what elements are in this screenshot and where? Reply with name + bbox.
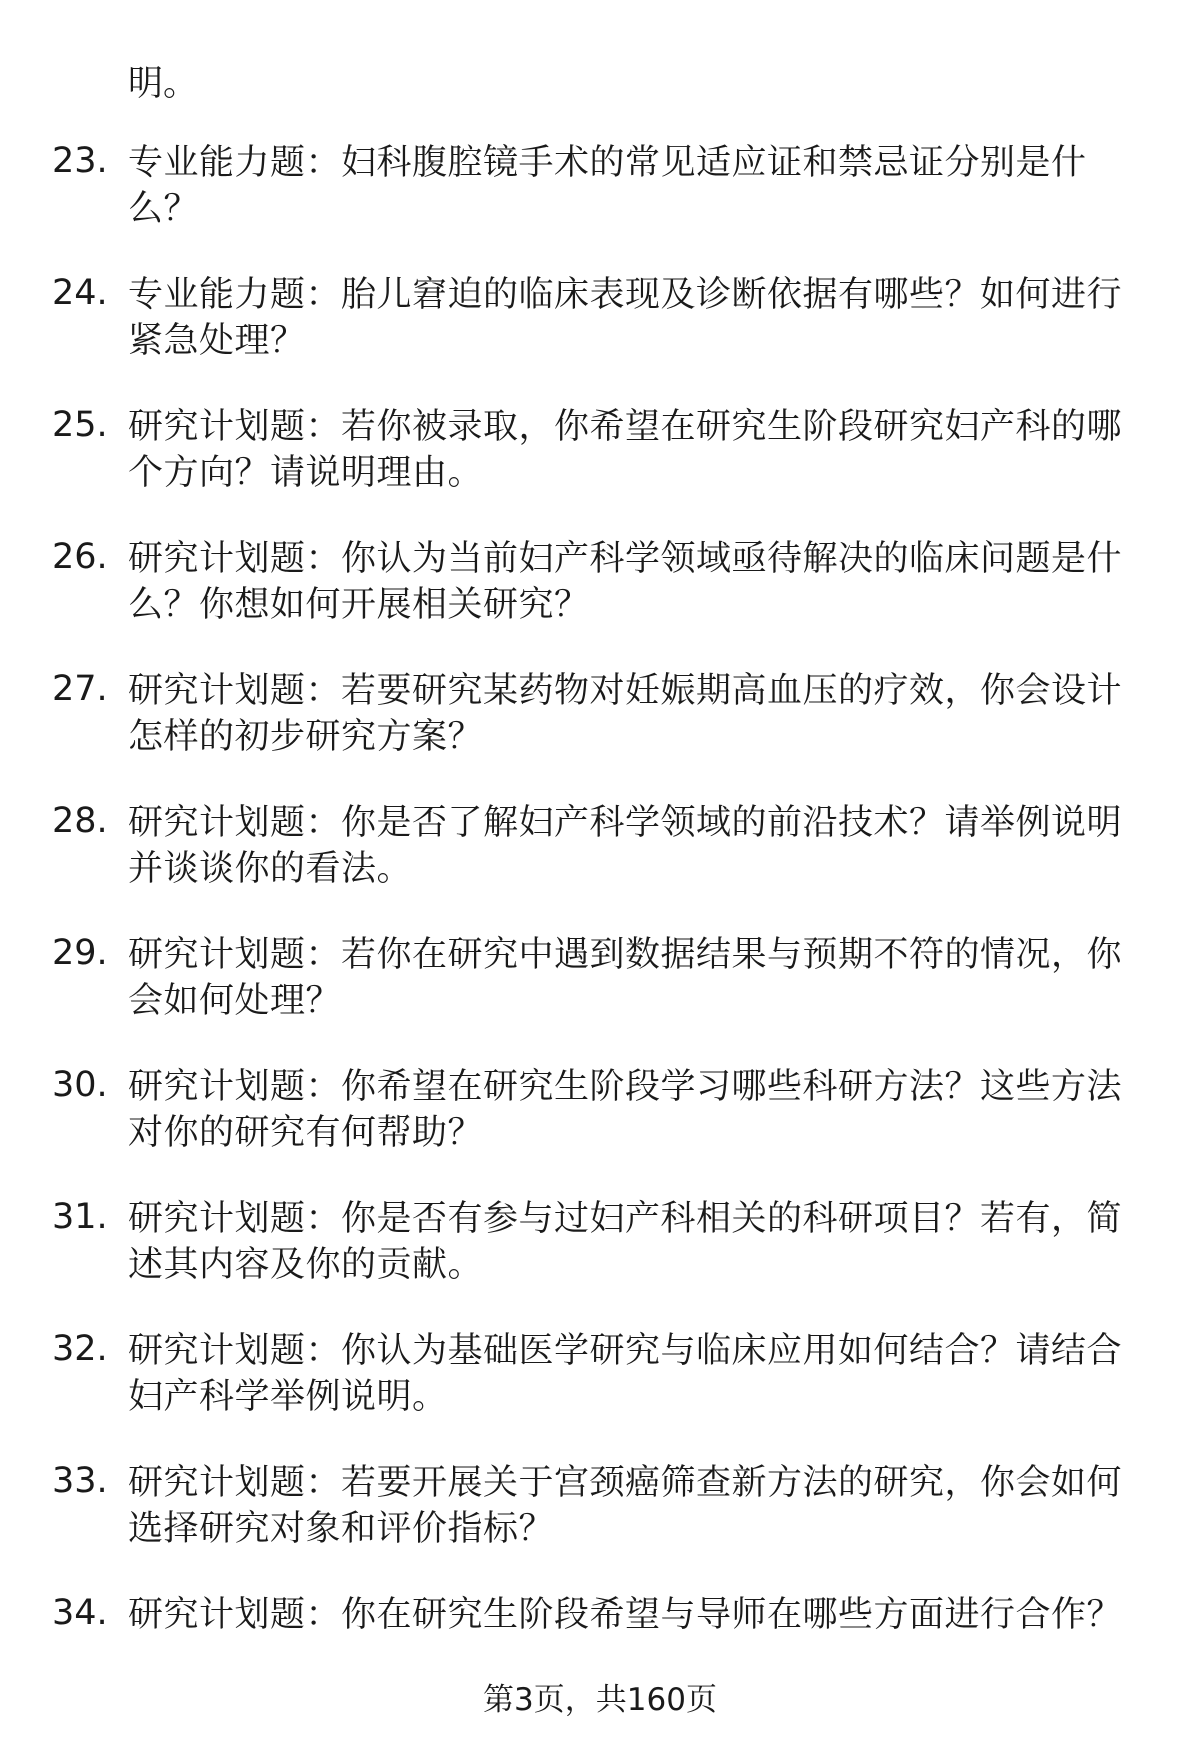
question-text: 研究计划题：若你在研究中遇到数据结果与预期不符的情况，你会如何处理？ xyxy=(128,935,1123,1021)
question-text: 研究计划题：若要开展关于宫颈癌筛查新方法的研究，你会如何选择研究对象和评价指标？ xyxy=(128,1463,1123,1549)
list-item xyxy=(0,800,1200,889)
question-text: 专业能力题：妇科腹腔镜手术的常见适应证和禁忌证分别是什么？ xyxy=(128,143,1087,229)
question-number: 28. xyxy=(52,801,108,841)
question-text: 研究计划题：若要研究某药物对妊娠期高血压的疗效，你会设计怎样的初步研究方案？ xyxy=(128,671,1123,757)
question-text: 研究计划题：你是否了解妇产科学领域的前沿技术？请举例说明并谈谈你的看法。 xyxy=(128,803,1123,889)
question-number: 33. xyxy=(52,1461,108,1501)
question-number: 23. xyxy=(52,141,108,181)
question-number: 31. xyxy=(52,1197,108,1237)
list-item xyxy=(0,1592,1200,1676)
list-item xyxy=(0,536,1200,625)
list-item xyxy=(0,404,1200,493)
question-text: 研究计划题：你在研究生阶段希望与导师在哪些方面进行合作？ xyxy=(128,1595,1123,1635)
list-item xyxy=(0,668,1200,757)
question-number: 25. xyxy=(52,405,108,445)
question-text: 专业能力题：胎儿窘迫的临床表现及诊断依据有哪些？如何进行紧急处理？ xyxy=(128,275,1123,361)
list-item xyxy=(0,272,1200,361)
page-footer: 第3页，共160页 xyxy=(483,1682,717,1718)
question-text: 研究计划题：你是否有参与过妇产科相关的科研项目？若有，简述其内容及你的贡献。 xyxy=(128,1199,1123,1285)
question-number: 27. xyxy=(52,669,108,709)
question-number: 30. xyxy=(52,1065,108,1105)
list-item xyxy=(0,140,1200,229)
question-number: 29. xyxy=(52,933,108,973)
question-number: 34. xyxy=(52,1593,108,1633)
question-text: 研究计划题：你希望在研究生阶段学习哪些科研方法？这些方法对你的研究有何帮助？ xyxy=(128,1067,1123,1153)
list-item xyxy=(0,1328,1200,1417)
question-number: 26. xyxy=(52,537,108,577)
question-number: 24. xyxy=(52,273,108,313)
list-item xyxy=(0,1460,1200,1549)
question-text: 研究计划题：你认为当前妇产科学领域亟待解决的临床问题是什么？你想如何开展相关研究？ xyxy=(128,539,1123,625)
question-text: 研究计划题：你认为基础医学研究与临床应用如何结合？请结合妇产科学举例说明。 xyxy=(128,1331,1123,1417)
list-item xyxy=(0,1196,1200,1285)
question-number: 32. xyxy=(52,1329,108,1369)
list-item xyxy=(0,1064,1200,1153)
list-item xyxy=(0,932,1200,1021)
question-list xyxy=(0,140,1200,1724)
question-text: 研究计划题：若你被录取，你希望在研究生阶段研究妇产科的哪个方向？请说明理由。 xyxy=(128,407,1123,493)
continuation-text: 明。 xyxy=(128,64,199,104)
